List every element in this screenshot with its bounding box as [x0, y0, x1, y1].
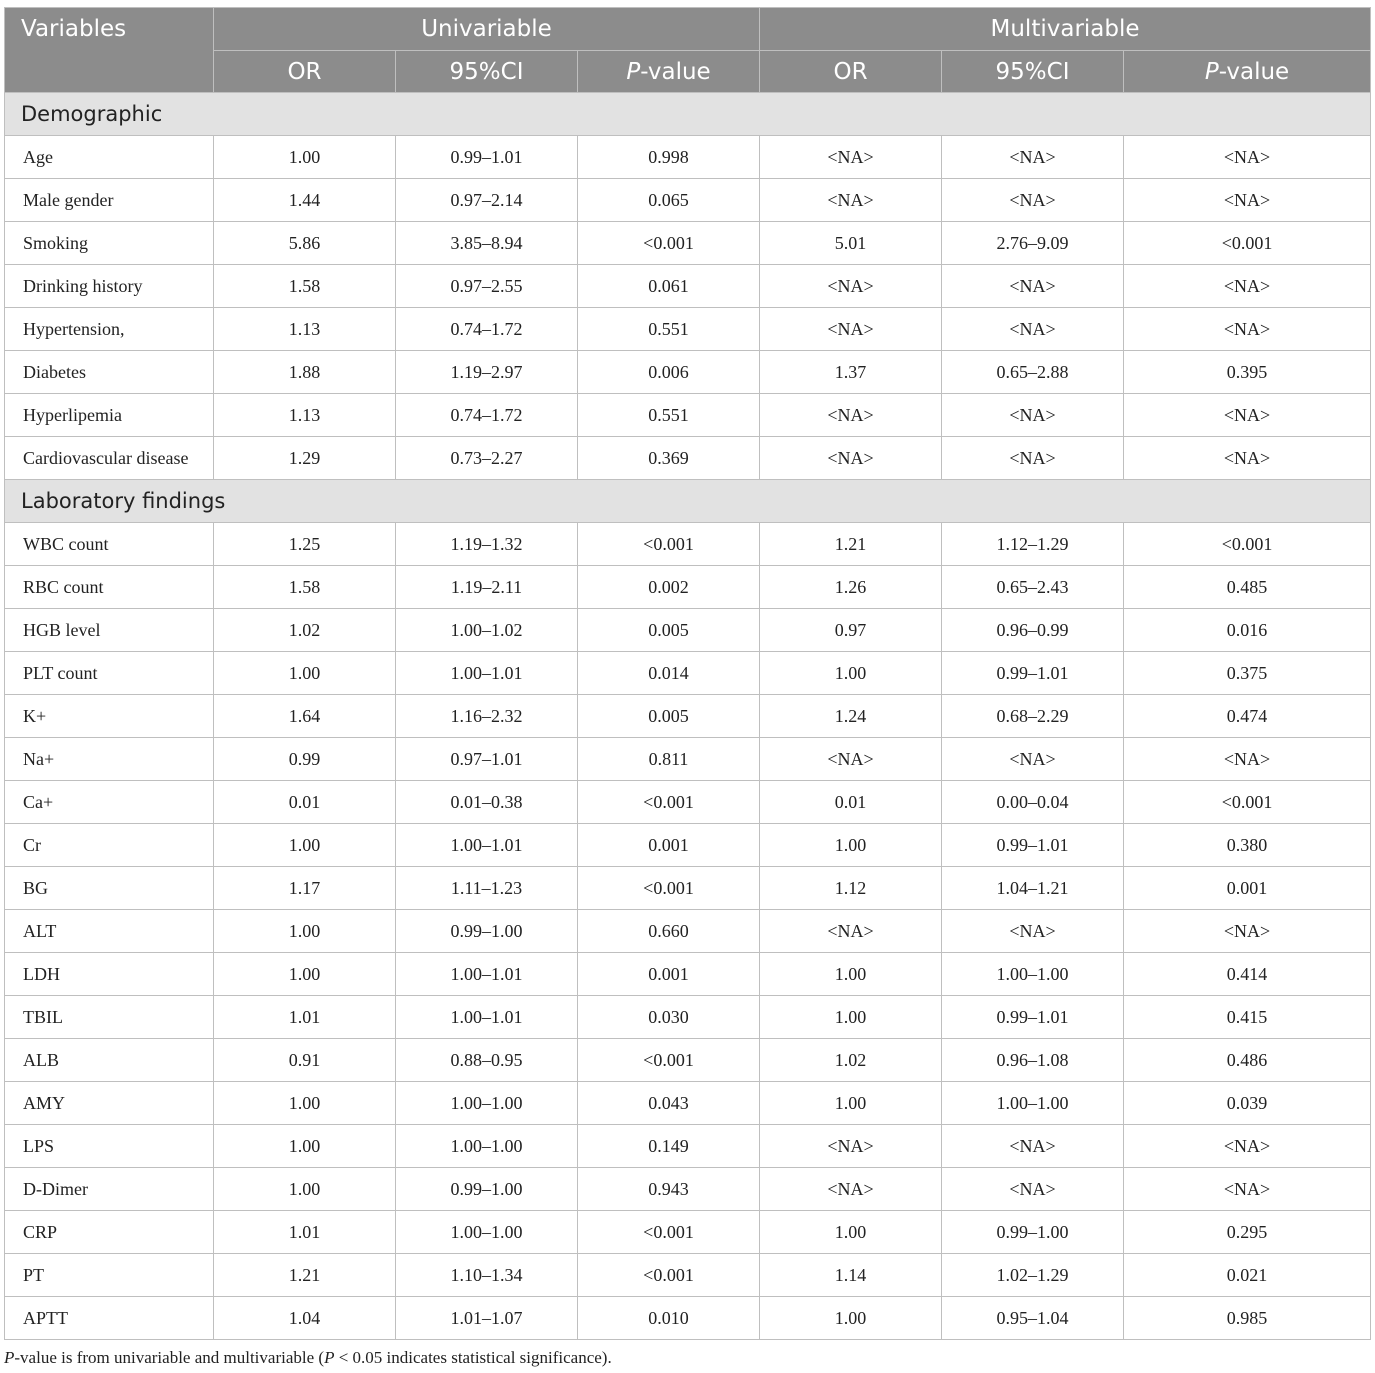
value-cell: 1.26 [760, 566, 942, 609]
value-cell: 0.97–1.01 [396, 738, 578, 781]
value-cell: 5.86 [214, 222, 396, 265]
variable-cell: Ca+ [5, 781, 214, 824]
section-title: Laboratory findings [5, 480, 1371, 523]
value-cell: 1.02 [214, 609, 396, 652]
value-cell: 0.96–1.08 [942, 1039, 1124, 1082]
table-row [5, 738, 1371, 781]
value-cell: 1.01 [214, 996, 396, 1039]
variable-cell: Cr [5, 824, 214, 867]
value-cell: 1.00–1.00 [942, 953, 1124, 996]
header-variables: Variables [5, 8, 214, 93]
value-cell: <NA> [1124, 179, 1371, 222]
value-cell: 0.369 [578, 437, 760, 480]
variable-cell: TBIL [5, 996, 214, 1039]
value-cell: 0.985 [1124, 1297, 1371, 1340]
value-cell: <0.001 [578, 523, 760, 566]
table-row [5, 351, 1371, 394]
variable-cell: APTT [5, 1297, 214, 1340]
value-cell: 0.043 [578, 1082, 760, 1125]
value-cell: 0.99–1.00 [942, 1211, 1124, 1254]
value-cell: 0.295 [1124, 1211, 1371, 1254]
value-cell: 1.00 [760, 1082, 942, 1125]
table-row [5, 523, 1371, 566]
value-cell: 1.04 [214, 1297, 396, 1340]
value-cell: 0.485 [1124, 566, 1371, 609]
table-row [5, 1039, 1371, 1082]
value-cell: 1.00 [760, 953, 942, 996]
value-cell: 1.10–1.34 [396, 1254, 578, 1297]
table-row [5, 1125, 1371, 1168]
value-cell: <NA> [1124, 394, 1371, 437]
variable-cell: ALB [5, 1039, 214, 1082]
value-cell: <NA> [760, 1125, 942, 1168]
value-cell: 1.44 [214, 179, 396, 222]
value-cell: <NA> [760, 179, 942, 222]
variable-cell: CRP [5, 1211, 214, 1254]
variable-cell: LPS [5, 1125, 214, 1168]
value-cell: 0.68–2.29 [942, 695, 1124, 738]
value-cell: 0.99–1.01 [396, 136, 578, 179]
value-cell: 0.97 [760, 609, 942, 652]
value-cell: 2.76–9.09 [942, 222, 1124, 265]
value-cell: <0.001 [578, 1039, 760, 1082]
table-row [5, 910, 1371, 953]
value-cell: 0.01 [214, 781, 396, 824]
header-uni-ci: 95%CI [396, 51, 578, 93]
value-cell: 0.005 [578, 695, 760, 738]
value-cell: 1.00–1.00 [396, 1211, 578, 1254]
header-multi-or: OR [760, 51, 942, 93]
variable-cell: AMY [5, 1082, 214, 1125]
variable-cell: Age [5, 136, 214, 179]
section-title: Demographic [5, 93, 1371, 136]
value-cell: 0.91 [214, 1039, 396, 1082]
value-cell: <NA> [760, 1168, 942, 1211]
variable-cell: PLT count [5, 652, 214, 695]
value-cell: 1.64 [214, 695, 396, 738]
table-row [5, 394, 1371, 437]
table-row [5, 136, 1371, 179]
variable-cell: BG [5, 867, 214, 910]
value-cell: 1.00–1.01 [396, 824, 578, 867]
variable-cell: WBC count [5, 523, 214, 566]
value-cell: 1.58 [214, 265, 396, 308]
value-cell: 0.74–1.72 [396, 308, 578, 351]
value-cell: 0.001 [1124, 867, 1371, 910]
value-cell: 0.00–0.04 [942, 781, 1124, 824]
value-cell: 1.00 [214, 1125, 396, 1168]
value-cell: 0.551 [578, 394, 760, 437]
table-row [5, 222, 1371, 265]
value-cell: 1.04–1.21 [942, 867, 1124, 910]
value-cell: 0.414 [1124, 953, 1371, 996]
results-table [4, 7, 1371, 1340]
value-cell: <NA> [942, 738, 1124, 781]
value-cell: 0.99–1.01 [942, 996, 1124, 1039]
value-cell: 0.014 [578, 652, 760, 695]
value-cell: 0.99–1.01 [942, 652, 1124, 695]
variable-cell: Drinking history [5, 265, 214, 308]
value-cell: <NA> [1124, 910, 1371, 953]
table-row [5, 996, 1371, 1039]
value-cell: 1.00 [760, 652, 942, 695]
table-row [5, 1211, 1371, 1254]
value-cell: 1.21 [760, 523, 942, 566]
value-cell: 1.00 [214, 652, 396, 695]
value-cell: 1.00–1.01 [396, 996, 578, 1039]
table-row [5, 953, 1371, 996]
table-row [5, 1297, 1371, 1340]
table-header [5, 8, 1371, 93]
value-cell: 1.00–1.00 [396, 1125, 578, 1168]
header-univariable: Univariable [214, 8, 760, 51]
value-cell: 1.37 [760, 351, 942, 394]
value-cell: <0.001 [1124, 523, 1371, 566]
value-cell: <NA> [942, 136, 1124, 179]
value-cell: <NA> [760, 265, 942, 308]
value-cell: 1.00 [214, 953, 396, 996]
value-cell: 0.375 [1124, 652, 1371, 695]
table-row [5, 781, 1371, 824]
value-cell: 1.14 [760, 1254, 942, 1297]
value-cell: 1.00–1.00 [942, 1082, 1124, 1125]
value-cell: <NA> [1124, 308, 1371, 351]
value-cell: 0.395 [1124, 351, 1371, 394]
value-cell: 0.380 [1124, 824, 1371, 867]
value-cell: 1.00–1.01 [396, 953, 578, 996]
table-row [5, 652, 1371, 695]
value-cell: 0.99–1.00 [396, 1168, 578, 1211]
value-cell: 1.00 [214, 136, 396, 179]
value-cell: 0.99–1.01 [942, 824, 1124, 867]
value-cell: 0.660 [578, 910, 760, 953]
value-cell: 1.00 [760, 1211, 942, 1254]
value-cell: <0.001 [578, 1254, 760, 1297]
variable-cell: Male gender [5, 179, 214, 222]
value-cell: 0.99 [214, 738, 396, 781]
value-cell: <NA> [942, 1168, 1124, 1211]
value-cell: 1.00 [214, 910, 396, 953]
value-cell: 1.00 [214, 1082, 396, 1125]
value-cell: 1.13 [214, 394, 396, 437]
value-cell: 0.030 [578, 996, 760, 1039]
value-cell: 1.00 [214, 1168, 396, 1211]
value-cell: <NA> [760, 136, 942, 179]
value-cell: 1.17 [214, 867, 396, 910]
table-row [5, 308, 1371, 351]
value-cell: 0.061 [578, 265, 760, 308]
value-cell: 1.00 [760, 824, 942, 867]
value-cell: <NA> [1124, 1168, 1371, 1211]
value-cell: 0.99–1.00 [396, 910, 578, 953]
variable-cell: D-Dimer [5, 1168, 214, 1211]
table-row [5, 1082, 1371, 1125]
value-cell: 0.010 [578, 1297, 760, 1340]
value-cell: 1.12 [760, 867, 942, 910]
value-cell: <NA> [942, 437, 1124, 480]
value-cell: <NA> [760, 437, 942, 480]
value-cell: 1.00 [214, 824, 396, 867]
value-cell: <NA> [1124, 136, 1371, 179]
value-cell: 0.998 [578, 136, 760, 179]
value-cell: 0.97–2.55 [396, 265, 578, 308]
value-cell: 0.021 [1124, 1254, 1371, 1297]
value-cell: <NA> [942, 910, 1124, 953]
value-cell: 0.65–2.43 [942, 566, 1124, 609]
value-cell: <NA> [1124, 1125, 1371, 1168]
value-cell: <0.001 [578, 867, 760, 910]
value-cell: 0.001 [578, 953, 760, 996]
header-multi-ci: 95%CI [942, 51, 1124, 93]
value-cell: 1.00–1.02 [396, 609, 578, 652]
table-row [5, 179, 1371, 222]
header-multivariable: Multivariable [760, 8, 1371, 51]
value-cell: 0.97–2.14 [396, 179, 578, 222]
value-cell: 1.00 [760, 1297, 942, 1340]
value-cell: 0.01 [760, 781, 942, 824]
value-cell: 1.12–1.29 [942, 523, 1124, 566]
variable-cell: Hypertension, [5, 308, 214, 351]
value-cell: 5.01 [760, 222, 942, 265]
value-cell: 1.11–1.23 [396, 867, 578, 910]
variable-cell: Diabetes [5, 351, 214, 394]
variable-cell: Hyperlipemia [5, 394, 214, 437]
value-cell: <NA> [942, 308, 1124, 351]
value-cell: 1.24 [760, 695, 942, 738]
value-cell: 0.943 [578, 1168, 760, 1211]
value-cell: 1.00–1.00 [396, 1082, 578, 1125]
value-cell: 1.19–2.97 [396, 351, 578, 394]
value-cell: 1.01–1.07 [396, 1297, 578, 1340]
value-cell: 0.811 [578, 738, 760, 781]
value-cell: 0.415 [1124, 996, 1371, 1039]
variable-cell: K+ [5, 695, 214, 738]
value-cell: <NA> [1124, 437, 1371, 480]
value-cell: <NA> [760, 394, 942, 437]
value-cell: 1.19–1.32 [396, 523, 578, 566]
table-row [5, 609, 1371, 652]
value-cell: 1.88 [214, 351, 396, 394]
value-cell: 1.19–2.11 [396, 566, 578, 609]
variable-cell: Smoking [5, 222, 214, 265]
value-cell: <NA> [942, 1125, 1124, 1168]
variable-cell: LDH [5, 953, 214, 996]
variable-cell: RBC count [5, 566, 214, 609]
value-cell: <NA> [942, 265, 1124, 308]
value-cell: 1.00–1.01 [396, 652, 578, 695]
value-cell: 0.88–0.95 [396, 1039, 578, 1082]
value-cell: 1.25 [214, 523, 396, 566]
variable-cell: Na+ [5, 738, 214, 781]
value-cell: 0.005 [578, 609, 760, 652]
value-cell: 1.21 [214, 1254, 396, 1297]
table-row [5, 566, 1371, 609]
table-row [5, 867, 1371, 910]
value-cell: <NA> [1124, 738, 1371, 781]
table-footnote: P-value is from univariable and multivariable (P < 0.05 indicates statistical significance). [4, 1348, 612, 1367]
value-cell: <NA> [760, 308, 942, 351]
table-body [5, 93, 1371, 1340]
value-cell: 0.039 [1124, 1082, 1371, 1125]
value-cell: 3.85–8.94 [396, 222, 578, 265]
value-cell: 1.29 [214, 437, 396, 480]
variable-cell: Cardiovascular disease [5, 437, 214, 480]
value-cell: <NA> [760, 910, 942, 953]
value-cell: 0.001 [578, 824, 760, 867]
value-cell: <NA> [1124, 265, 1371, 308]
table-row [5, 824, 1371, 867]
table-row [5, 695, 1371, 738]
table-row [5, 265, 1371, 308]
value-cell: 0.65–2.88 [942, 351, 1124, 394]
table-row [5, 437, 1371, 480]
variable-cell: HGB level [5, 609, 214, 652]
value-cell: 0.551 [578, 308, 760, 351]
value-cell: 0.149 [578, 1125, 760, 1168]
value-cell: 0.73–2.27 [396, 437, 578, 480]
value-cell: 0.486 [1124, 1039, 1371, 1082]
value-cell: 0.016 [1124, 609, 1371, 652]
value-cell: 0.474 [1124, 695, 1371, 738]
value-cell: 0.74–1.72 [396, 394, 578, 437]
value-cell: 0.01–0.38 [396, 781, 578, 824]
value-cell: <0.001 [1124, 781, 1371, 824]
section-row [5, 480, 1371, 523]
table-row [5, 1254, 1371, 1297]
value-cell: 1.58 [214, 566, 396, 609]
value-cell: <0.001 [1124, 222, 1371, 265]
section-row [5, 93, 1371, 136]
value-cell: 0.96–0.99 [942, 609, 1124, 652]
variable-cell: PT [5, 1254, 214, 1297]
value-cell: 0.006 [578, 351, 760, 394]
header-multi-pvalue: P-value [1124, 51, 1371, 93]
value-cell: 0.95–1.04 [942, 1297, 1124, 1340]
table-row [5, 1168, 1371, 1211]
value-cell: <0.001 [578, 222, 760, 265]
value-cell: 1.01 [214, 1211, 396, 1254]
header-uni-or: OR [214, 51, 396, 93]
value-cell: 0.065 [578, 179, 760, 222]
value-cell: <NA> [760, 738, 942, 781]
value-cell: 1.16–2.32 [396, 695, 578, 738]
header-uni-pvalue: P-value [578, 51, 760, 93]
value-cell: <NA> [942, 179, 1124, 222]
value-cell: 0.002 [578, 566, 760, 609]
value-cell: <0.001 [578, 1211, 760, 1254]
value-cell: 1.02 [760, 1039, 942, 1082]
value-cell: 1.13 [214, 308, 396, 351]
value-cell: 1.00 [760, 996, 942, 1039]
value-cell: <NA> [942, 394, 1124, 437]
value-cell: <0.001 [578, 781, 760, 824]
value-cell: 1.02–1.29 [942, 1254, 1124, 1297]
variable-cell: ALT [5, 910, 214, 953]
